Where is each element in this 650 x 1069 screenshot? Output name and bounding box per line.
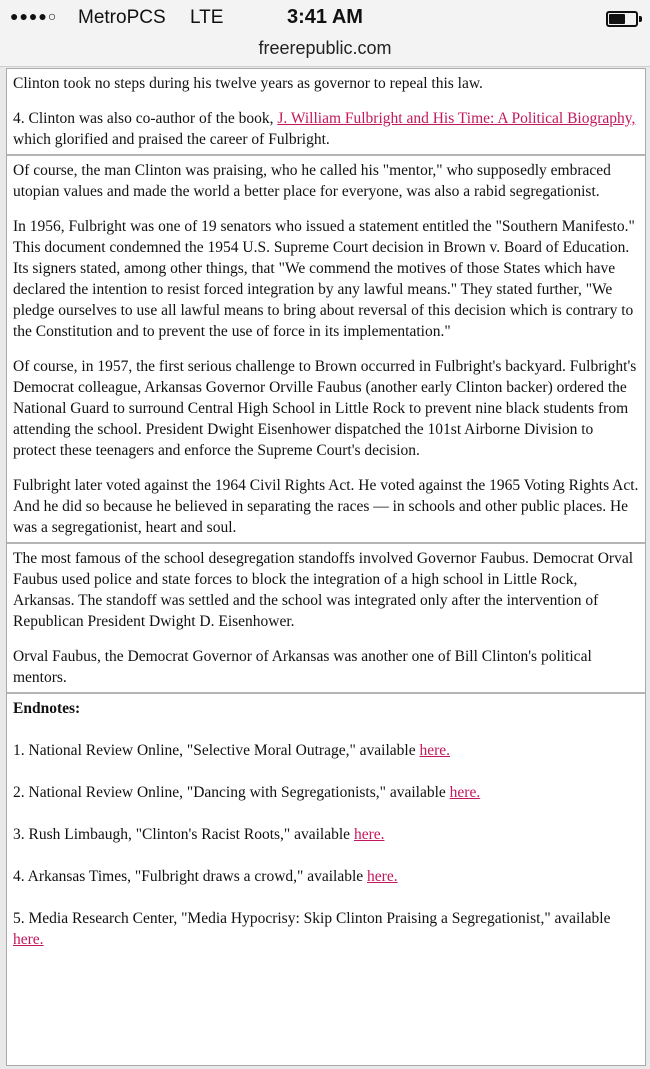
paragraph: Orval Faubus, the Democrat Governor of Arkansas was another one of Bill Clinton's political mentors. <box>13 648 592 686</box>
status-time: 3:41 AM <box>287 6 363 28</box>
endnotes-section <box>7 694 645 954</box>
paragraph <box>13 108 639 150</box>
paragraph: In 1956, Fulbright was one of 19 senators who issued a statement entitled the "Southern Manifesto." This document condemned the 1954 U.S. Supreme Court decision in Brown v. Board of Education. Its signers stated, among other things, that "We commend the motives of those States which have declared the intention to resist forced integration by any lawful means." They stated further, "We pledge ourselves to use all lawful means to bring about reversal of this decision which is contrary to the Constitution and to prevent the use of force in its implementation." <box>13 218 635 340</box>
endnote-text: 1. National Review Online, "Selective Moral Outrage," available <box>13 742 420 759</box>
address-bar[interactable] <box>0 36 650 67</box>
battery-level-fill <box>609 14 625 24</box>
carrier-name: MetroPCS <box>78 7 166 28</box>
battery-icon <box>606 11 638 27</box>
paragraph: Of course, the man Clinton was praising, who he called his "mentor," who supposedly embraced utopian values and made the world a better place for everyone, was also a rabid segregationist. <box>13 162 611 200</box>
article-block-3 <box>7 544 645 694</box>
paragraph: Clinton took no steps during his twelve years as governor to repeal this law. <box>13 75 483 92</box>
endnote-item <box>13 824 639 845</box>
endnote-item <box>13 782 639 803</box>
endnote-item <box>13 740 639 761</box>
paragraph: The most famous of the school desegregation standoffs involved Governor Faubus. Democrat Orval Faubus used police and state forces to block the integration of a high school in Little Rock, Arkansas. The standoff was settled and the school was integrated only after the intervention of Republican President Dwight D. Eisenhower. <box>13 550 633 630</box>
endnote-link[interactable]: here. <box>353 826 385 843</box>
endnote-link[interactable]: here. <box>419 742 451 759</box>
endnotes-title: Endnotes: <box>13 700 81 717</box>
endnote-text: 5. Media Research Center, "Media Hypocrisy: Skip Clinton Praising a Segregationist," available <box>13 910 611 927</box>
paragraph-text: 4. Clinton was also co-author of the book, <box>13 110 278 127</box>
paragraph: Of course, in 1957, the first serious challenge to Brown occurred in Fulbright's backyard. Fulbright's Democrat colleague, Arkansas Governor Orville Faubus (another early Clinton backer) ordered the National Guard to surround Central High School in Little Rock to prevent nine black students from attending the school. President Dwight Eisenhower dispatched the 101st Airborne Division to protect these teenagers and enforce the Supreme Court's decision. <box>13 358 637 459</box>
endnote-link[interactable]: here. <box>449 784 481 801</box>
signal-strength-icon: ●●●●○ <box>10 8 58 24</box>
endnote-text: 3. Rush Limbaugh, "Clinton's Racist Roots," available <box>13 826 354 843</box>
address-domain: freerepublic.com <box>258 38 392 58</box>
article-content <box>6 68 646 1066</box>
endnote-text: 2. National Review Online, "Dancing with Segregationists," available <box>13 784 450 801</box>
endnote-item <box>13 908 639 950</box>
status-bar <box>0 0 650 36</box>
battery-nub <box>639 16 642 22</box>
paragraph-text: which glorified and praised the career of Fulbright. <box>13 131 330 148</box>
endnote-link[interactable]: here. <box>13 931 44 948</box>
endnote-link[interactable]: here. <box>367 868 398 885</box>
network-type: LTE <box>190 7 224 28</box>
article-block-1 <box>7 69 645 156</box>
endnote-text: 4. Arkansas Times, "Fulbright draws a crowd," available <box>13 868 368 885</box>
book-title-link[interactable]: J. William Fulbright and His Time: A Political Biography, <box>277 110 636 127</box>
paragraph: Fulbright later voted against the 1964 Civil Rights Act. He voted against the 1965 Voting Rights Act. And he did so because he believed in separating the races — in schools and other public places. He was a segregationist, heart and soul. <box>13 477 639 536</box>
endnote-item <box>13 866 639 887</box>
article-block-2 <box>7 156 645 544</box>
